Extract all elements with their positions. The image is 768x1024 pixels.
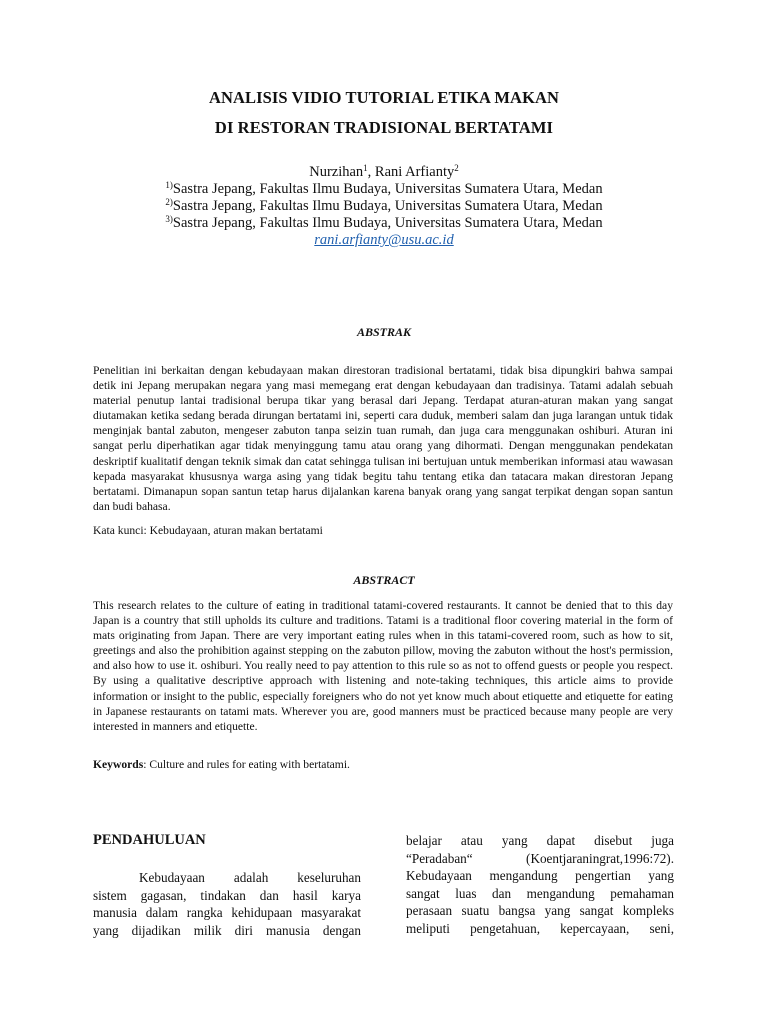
- right-column-text: [406, 832, 674, 938]
- abstract-keywords-text: : Culture and rules for eating with bertatami.: [143, 758, 350, 771]
- affiliation-1-marker: 1): [165, 180, 173, 190]
- author-separator: ,: [367, 164, 375, 180]
- left-column-text: [93, 869, 361, 939]
- left-column-line: sistem gagasan, tindakan dan hasil karya: [93, 887, 361, 903]
- right-column-line: “Peradaban“ (Koentjaraningrat,1996:72).: [406, 850, 674, 866]
- author-sup-1: 1: [363, 163, 368, 173]
- affiliation-1: [0, 181, 768, 198]
- abstrak-body: Penelitian ini berkaitan dengan kebudayaan makan direstoran tradisional bertatami, tidak bisa dipungkiri bahwa sampai detik ini Jepang merupakan negara yang masi memegang erat dengan kebudayaan dan tradisinya. Tatami adalah sebuah material penutup lantai tradisional berupa tikar yang berasal dari Jepang. Terdapat aturan-aturan makan yang sangat diutamakan ketika sedang berada dirungan bertatami ini, seperti cara duduk, memberi salam dan juga larangan untuk tidak menginjak bantal zabuton, mengeser zabuton tanpa seizin tuan rumah, dan juga cara menggunakan oshiburi. Aturan ini sangat perlu diperhatikan agar tidak menyinggung tamu atau orang yang dihormati. Dengan menggunakan pendekatan deskriptif kualitatif dengan teknik simak dan catat sehingga tulisan ini bertujuan untuk memberikan informasi atau wawasan kepada masyarakat khususnya warga asing yang tidak begitu tahu tentang etika dan tatacara makan direstoran Jepang bertatami. Dimanapun sopan santun tetap harus dijalankan karena banyak orang yang sangat terpikat dengan sopan santun dan budi bahasa.: [93, 364, 673, 513]
- affiliation-2: [0, 198, 768, 215]
- author-name-1: Nurzihan: [309, 164, 364, 180]
- affiliation-3-text: Sastra Jepang, Fakultas Ilmu Budaya, Universitas Sumatera Utara, Medan: [172, 215, 603, 231]
- author-sup-2: 2: [454, 163, 459, 173]
- left-column-line: yang dijadikan milik diri manusia dengan: [93, 922, 361, 938]
- abstract-keywords-label: Keywords: [93, 758, 144, 771]
- affiliation-3-marker: 3): [165, 214, 173, 224]
- paper-title-line-1: ANALISIS VIDIO TUTORIAL ETIKA MAKAN: [208, 88, 560, 107]
- paper-title-line-2: DI RESTORAN TRADISIONAL BERTATAMI: [214, 118, 554, 137]
- email-line: [0, 232, 768, 249]
- abstract-keywords: [93, 758, 673, 771]
- abstrak-heading: ABSTRAK: [356, 325, 412, 339]
- affiliation-2-text: Sastra Jepang, Fakultas Ilmu Budaya, Universitas Sumatera Utara, Medan: [172, 198, 603, 214]
- affiliation-2-marker: 2): [165, 197, 173, 207]
- section-heading-pendahuluan: PENDAHULUAN: [93, 832, 206, 848]
- author-email-link[interactable]: rani.arfianty@usu.ac.id: [314, 232, 454, 248]
- right-column-line: sangat luas dan mengandung pemahaman: [406, 885, 674, 901]
- author-line: [0, 164, 768, 181]
- right-column-line: belajar atau yang dapat disebut juga: [406, 833, 674, 848]
- left-column-line: Kebudayaan adalah keseluruhan: [139, 870, 361, 885]
- right-column-line: Kebudayaan mengandung pengertian yang: [406, 868, 674, 884]
- left-column-line: manusia dalam rangka kehidupaan masyarakat: [93, 905, 361, 921]
- right-column-line: meliputi pengetahuan, kepercayaan, seni,: [406, 920, 674, 936]
- abstrak-keywords: Kata kunci: Kebudayaan, aturan makan bertatami: [93, 524, 323, 537]
- affiliation-1-text: Sastra Jepang, Fakultas Ilmu Budaya, Universitas Sumatera Utara, Medan: [172, 181, 603, 197]
- author-name-2: Rani Arfianty: [374, 164, 455, 180]
- affiliation-3: [0, 215, 768, 232]
- abstract-body: This research relates to the culture of eating in traditional tatami-covered restaurants. It cannot be denied that to this day Japan is a country that still upholds its culture and traditions. Tatami is a traditional floor covering material in the form of mats originating from Japan. There are very important eating rules when in this tatami-covered room, such as how to sit, greetings and also the prohibition against stepping on the zabuton pillow, moving the zabuton without the host's permission, and also how to use it. oshiburi. You really need to pay attention to this rule so as not to offend guests or people you respect. By using a qualitative descriptive approach with listening and note-taking techniques, this article aims to provide information or insight to the public, especially foreigners who do not yet know much about etiquette and etiquette for eating in Japanese restaurants on tatami mats. Wherever you are, good manners must be practiced because many people are very interested in manners and etiquette.: [93, 599, 673, 733]
- abstract-heading: ABSTRACT: [353, 573, 415, 587]
- right-column-line: perasaan suatu bangsa yang sangat kompleks: [406, 903, 674, 919]
